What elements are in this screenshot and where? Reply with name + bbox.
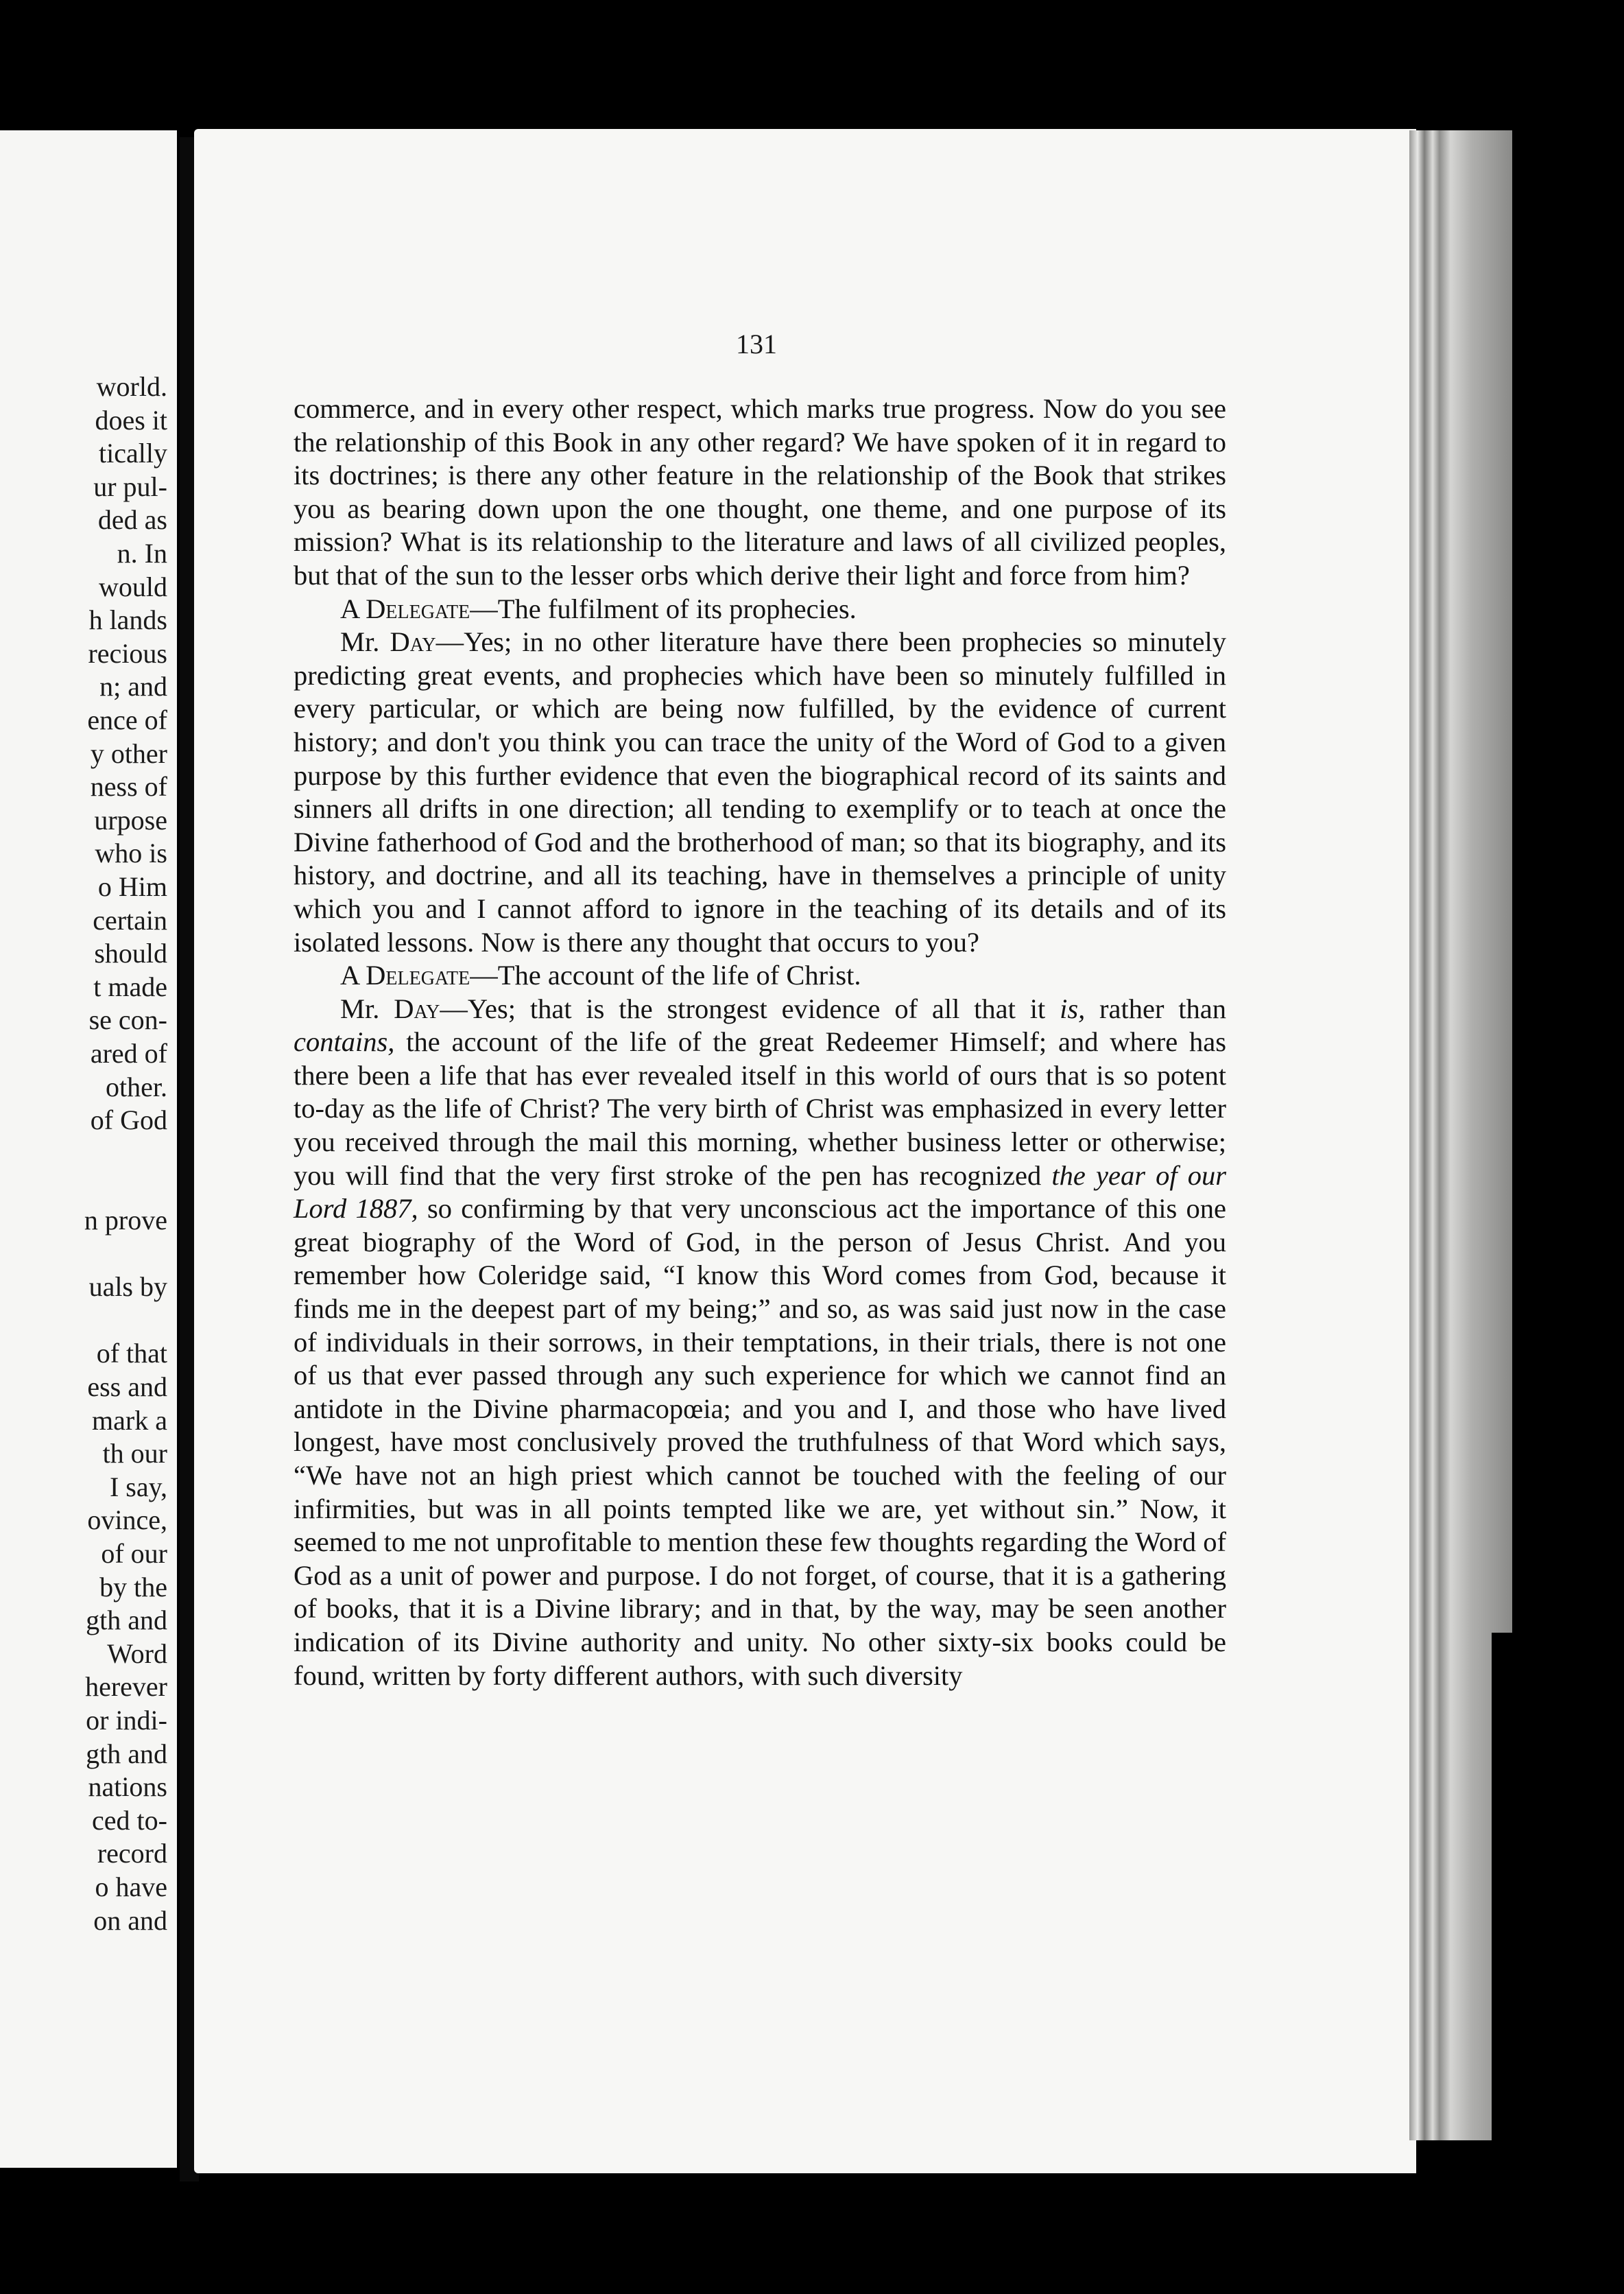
left-page-line: or indi- [86,1705,167,1736]
paragraph-4 [294,959,1226,993]
left-page-line: se con- [88,1004,167,1036]
paragraph-5 [294,993,1226,1692]
left-page-line: n. In [117,538,167,569]
left-page-line: does it [95,404,167,436]
speaker-name: Day [390,626,436,658]
paragraph-text: the account of the life of the great Redeemer Himself; and where has there been a life that has ever revealed itself in this world of ours that is so potent to-day as the life of Christ? The very birth of Christ was emphasized in every letter you received through the mail this morning, whether business letter or otherwise; you will find that the very first stroke of the pen has recognized [294,1026,1226,1191]
left-page-line: should [94,938,167,969]
paragraph-text: —Yes; that is the strongest evidence of all that it [440,993,1060,1024]
left-page-line: y other [90,737,167,769]
left-page-line: record [97,1838,167,1869]
left-page-line: recious [88,637,167,669]
paragraph-text: so confirming by that very unconscious act the importance of this one great biography of the Word of God, in the person of Jesus Christ. And you remember how Coleridge said, “I know this Word comes from God, because it finds me in the deepest part of my being;” and so, as was said just now in the case of individuals in their sorrows, in their temptations, in their trials, there is not one of us that ever passed through any such experience for which we cannot find an antidote in the Divine pharmacopœia; and you and I, and those who have lived longest, have most conclusively proved the truthfulness of that Word which says, “We have not an high priest which cannot be touched with the feeling of our infirmities, but was in all points tempted like we are, yet without sin.” Now, it seemed to me not unprofitable to mention these few thoughts regarding the Word of God as a unit of power and purpose. I do not forget, of course, that it is a gathering of books, that it is a Divine library; and in that, by the way, may be seen another indication of its Divine authority and unity. No other sixty-six books could be found, written by forty different authors, with such diversity [294,1193,1226,1691]
left-page-line: gth and [86,1738,167,1769]
left-page-line: o have [95,1871,167,1902]
paragraph-text: rather than [1085,993,1227,1024]
left-page-line: nations [88,1771,167,1803]
page-body-text [294,392,1226,1692]
left-page-line: ess and [87,1371,167,1402]
speaker-intro: Mr. [340,626,390,658]
left-page-line: certain [93,904,167,936]
left-page-line: Word [107,1637,167,1669]
speaker-name: Delegate [366,960,470,991]
paragraph-3 [294,626,1226,959]
paragraph-text: —The account of the life of Christ. [470,960,861,991]
left-page-line: would [99,571,167,602]
left-page-line: of God [90,1104,167,1136]
speaker-intro: A [340,960,366,991]
speaker-name: Day [394,993,440,1024]
left-page-line: ced to- [92,1804,167,1836]
left-page-line: t made [93,971,167,1002]
paragraph-text: commerce, and in every other respect, which marks true progress. Now do you see the relationship of this Book in any other regard? We have spoken of it in regard to its doctrines; is there any other feature in the relationship of the Book that strikes you as bearing down upon the one thought, one theme, and one purpose of its mission? What is its relationship to the literature and laws of all civilized peoples, but that of the sun to the lesser orbs which derive their light and force from him? [294,393,1226,591]
paragraph-1 [294,392,1226,593]
speaker-name: Delegate [366,593,470,624]
left-page-line: n prove [84,1205,167,1235]
speaker-intro: A [340,593,366,624]
left-page-line: ur pul- [93,471,167,502]
left-page-line: by the [99,1571,167,1603]
left-page-line: mark a [92,1404,167,1436]
left-page-line: ded as [97,504,167,536]
left-page-line: ence of [87,705,167,735]
left-page-line: I say, [109,1471,167,1502]
paragraph-text: —The fulfilment of its prophecies. [470,593,857,624]
italic-text: is, [1060,993,1086,1024]
left-page [0,130,177,2168]
left-page-line: o Him [97,871,167,902]
left-page-line: h lands [88,604,167,636]
left-page-line: herever [85,1671,167,1703]
page-edge-shadow [1492,1633,1533,2154]
left-page-line: ared of [90,1038,167,1069]
left-page-line: of our [101,1538,167,1569]
italic-text: contains, [294,1026,395,1058]
page-number: 131 [736,329,777,359]
left-page-line: on and [93,1904,167,1936]
left-page-line: uals by [88,1271,167,1303]
paragraph-2 [294,593,1226,626]
left-page-line: n; and [99,671,167,702]
left-page-line: of that [96,1338,167,1369]
left-page-line: gth and [86,1605,167,1636]
speaker-intro: Mr. [340,993,394,1024]
italic-text: the year of our Lord 1887, [294,1159,1226,1225]
left-page-line: who is [95,838,167,869]
left-page-line: ness of [90,771,167,803]
left-page-line: th our [102,1438,167,1469]
left-page-line: urpose [94,804,167,836]
left-page-line: tically [99,438,167,469]
left-page-line: world. [96,371,167,402]
left-page-line: ovince, [87,1504,167,1536]
left-page-line: other. [106,1071,167,1102]
paragraph-text: —Yes; in no other literature have there been prophecies so minutely predicting great events, and prophecies which have been so minutely fulfilled in every particular, or which are being now fulfilled, by the evidence of current history; and don't you think you can trace the unity of the Word of God to a given purpose by this further evidence that even the biographical record of its saints and sinners all drifts in one direction; all tending to exemplify or to teach at once the Divine fatherhood of God and the brotherhood of man; so that its biography, and its history, and doctrine, and all its teaching, have in themselves a principle of unity which you and I cannot afford to ignore in the teaching of its details and of its isolated lessons. Now is there any thought that occurs to you? [294,626,1227,958]
